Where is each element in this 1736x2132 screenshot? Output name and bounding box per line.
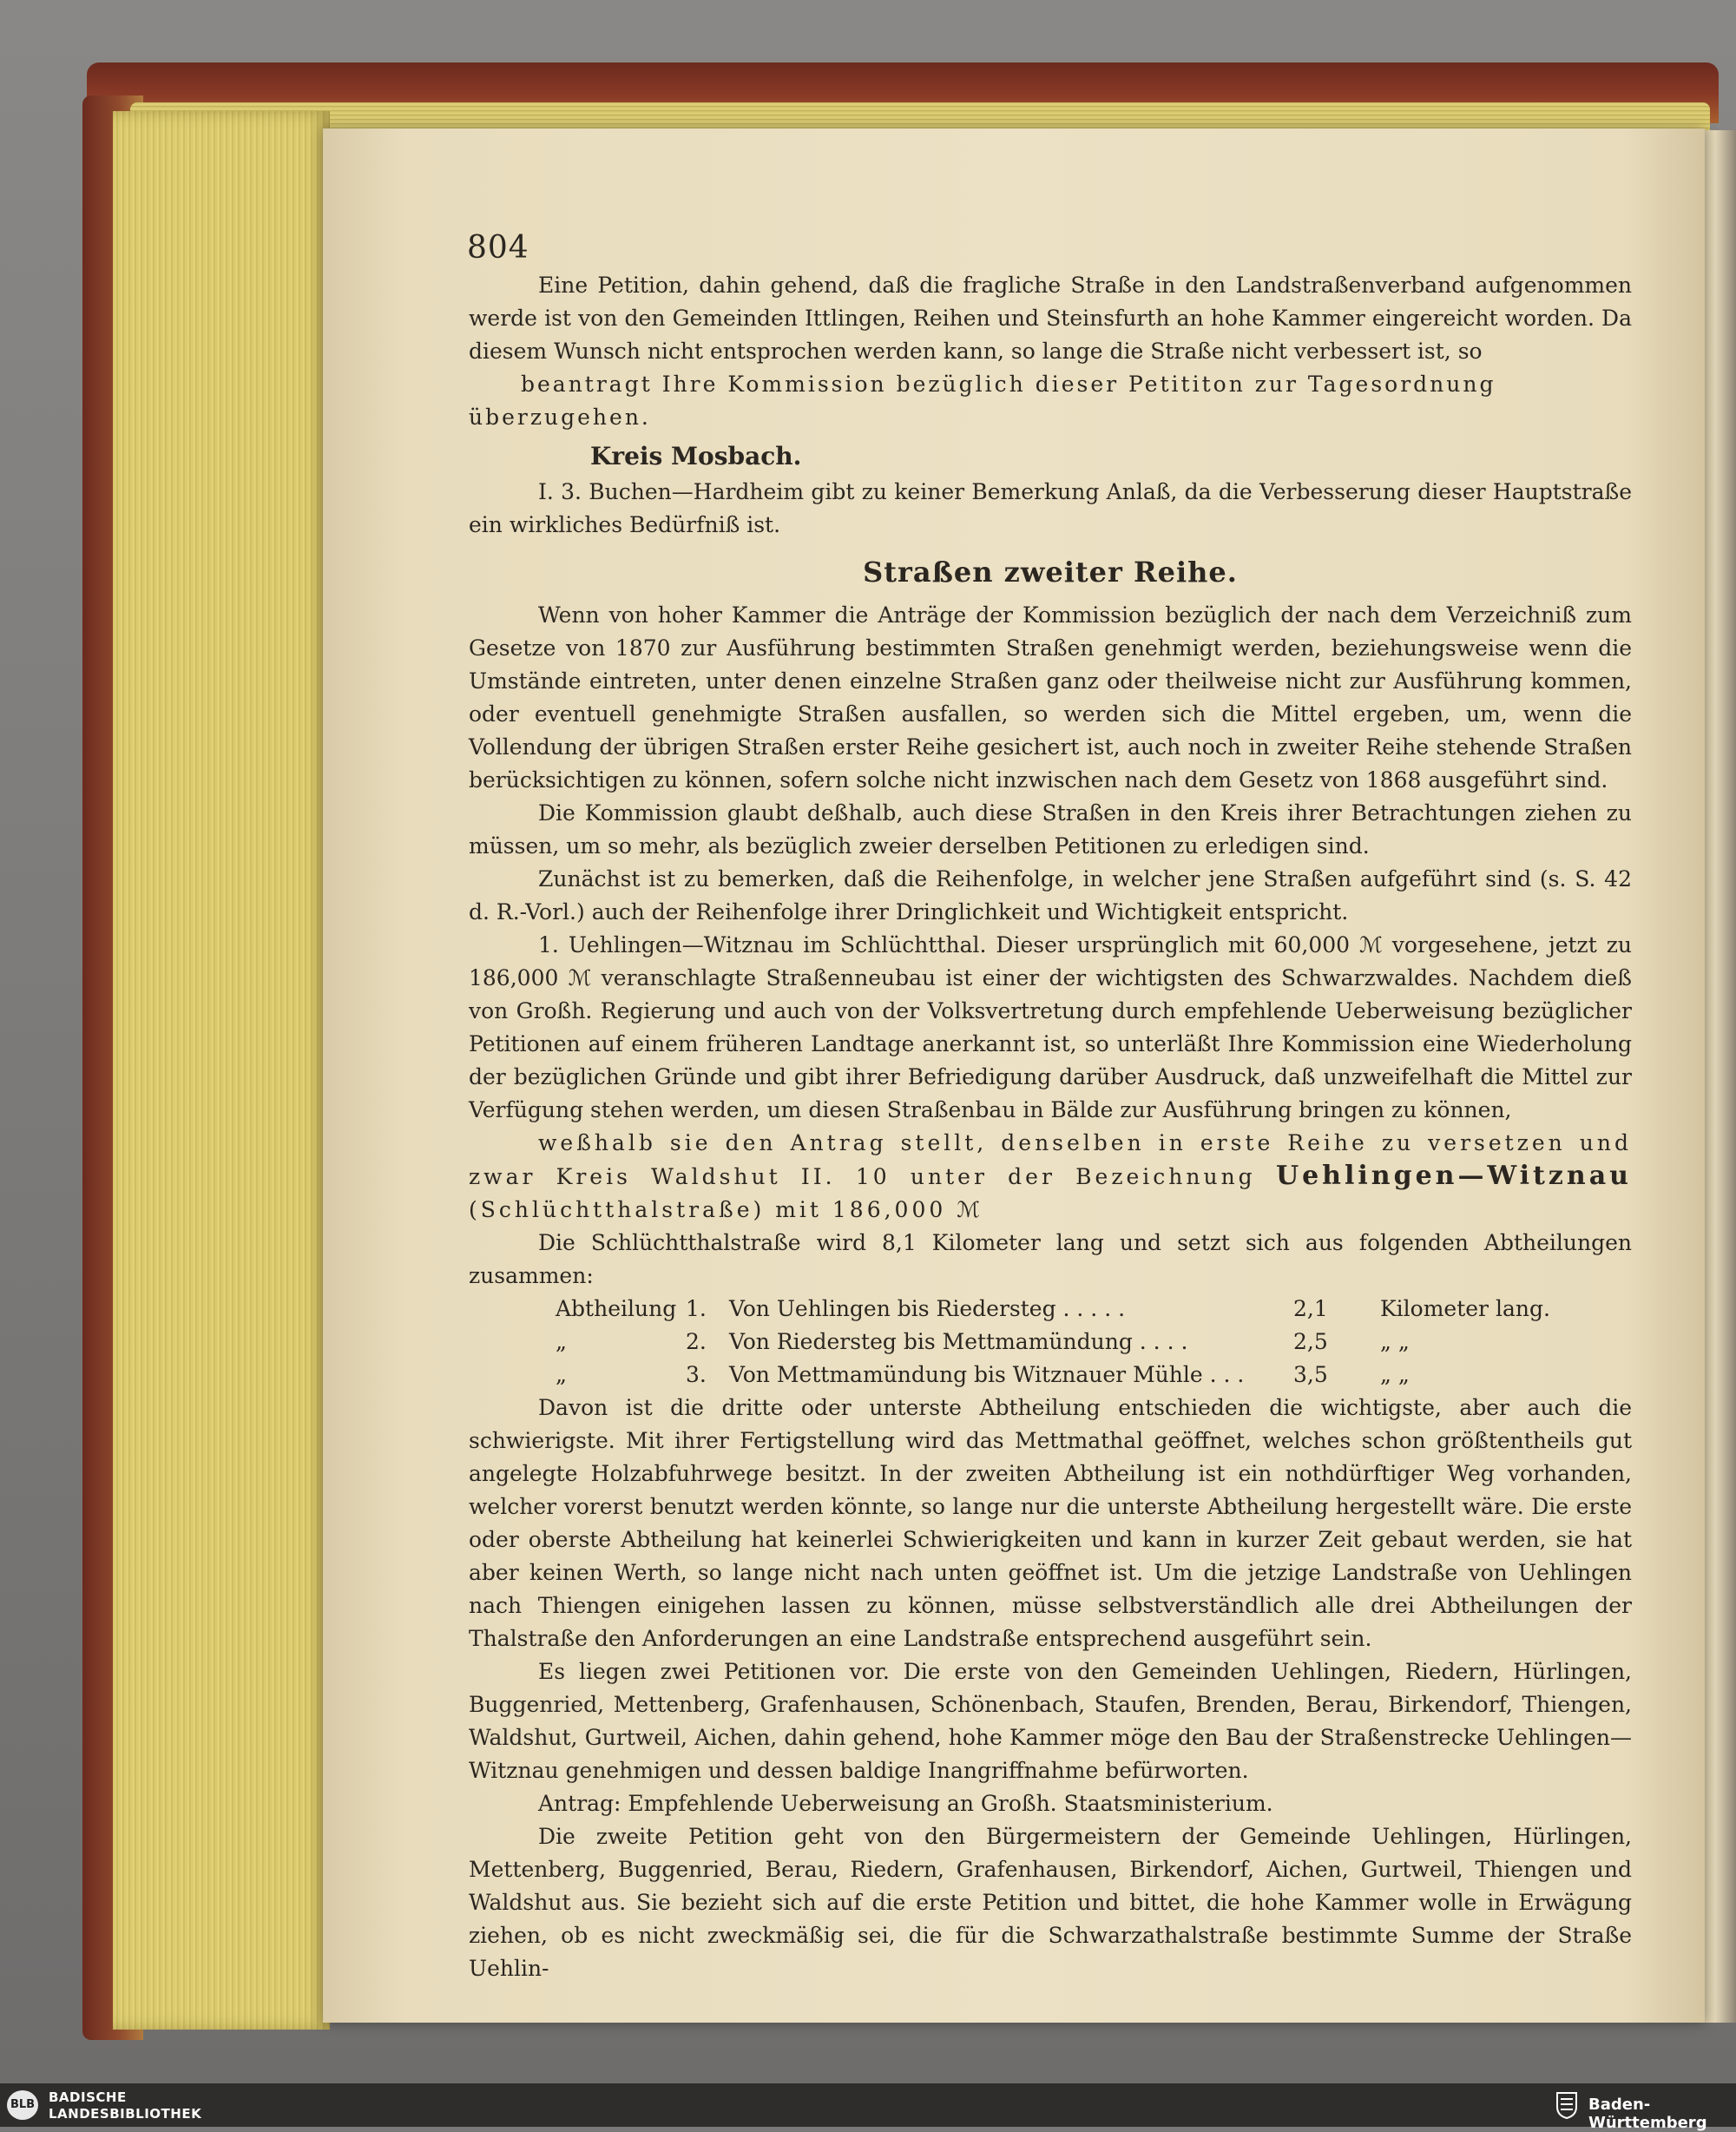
section-unit: „ „ xyxy=(1380,1329,1410,1354)
page-text xyxy=(469,230,1632,1985)
paragraph-wenn-von-hoher-kammer: Wenn von hoher Kammer die Anträge der Kommission bezüglich der nach dem Verzeichniß zum Gesetze von 1870 zur Ausführung bestimmten Straßen genehmigt werden, beziehungsweise wenn die Umstände eintreten, unter denen einzelne Straßen ganz oder theilweise nicht zur Ausführung kommen, oder eventuell genehmigte Straßen ausfallen, so werden sich die Mittel ergeben, um, wenn die Vollendung der übrigen Straßen erster Reihe gesichert ist, auch noch in zweiter Reihe stehende Straßen berücksichtigen zu können, sofern solche nicht inzwischen nach dem Gesetz von 1868 ausgeführt sind. xyxy=(469,602,1632,793)
list-item xyxy=(469,1359,1632,1392)
list-item xyxy=(469,1293,1632,1326)
page-number: 804 xyxy=(467,230,529,266)
section-label: „ xyxy=(556,1362,567,1387)
paragraph-uehlingen-witznau: 1. Uehlingen—Witznau im Schlüchtthal. Dieser ursprünglich mit 60,000 ℳ vorgesehene, jetzt zu 186,000 ℳ veranschlagte Straßenneubau ist einer der wichtigsten des Schwarzwaldes. Nachdem dieß von Großh. Regierung und auch von der Volksvertretung durch empfehlende Ueberweisung bezüglicher Petitionen auf einem früheren Landtage anerkannt ist, so unterläßt Ihre Kommission eine Wiederholung der bezüglichen Gründe und gibt ihrer Befriedigung darüber Ausdruck, daß unzweifelhaft die Mittel zur Verfügung stehen werden, um diesen Straßenbau in Bälde zur Ausführung bringen zu können, xyxy=(469,932,1632,1122)
motion-text-pre: weßhalb sie den Antrag stellt, denselben in erste Reihe zu versetzen und zwar Kreis Waldshut II. 10 unter der Bezeichnung xyxy=(469,1130,1632,1189)
section-length: 2,1 xyxy=(1293,1296,1328,1321)
motion-text-post: (Schlüchtthalstraße) mit 186,000 ℳ xyxy=(469,1197,983,1222)
library-name-line1: BADISCHE xyxy=(49,2089,127,2105)
paragraph-petition-ittlingen: Eine Petition, dahin gehend, daß die fragliche Straße in den Landstraßenverband aufgenommen werde ist von den Gemeinden Ittlingen, Reihen und Steinsfurth an hohe Kammer eingereicht worden. Da diesem Wunsch nicht entsprochen werden kann, so lange die Straße nicht verbessert ist, so xyxy=(469,273,1632,364)
paragraph-zweite-petition: Die zweite Petition geht von den Bürgermeistern der Gemeinde Uehlingen, Hürlingen, Mettenberg, Buggenried, Berau, Riedern, Grafenhausen, Birkendorf, Aichen, Gurtweil, Thiengen und Waldshut aus. Sie bezieht sich auf die erste Petition und bittet, die hohe Kammer wolle in Erwägung ziehen, ob es nicht zweckmäßig sei, die für die Schwarzathalstraße bestimmte Summe der Straße Uehlin- xyxy=(469,1824,1632,1981)
section-route: Von Uehlingen bis Riedersteg . . . . . xyxy=(729,1296,1126,1321)
sections-list xyxy=(469,1293,1632,1392)
section-unit: Kilometer lang. xyxy=(1380,1296,1550,1321)
motion-erste-reihe xyxy=(469,1127,1632,1227)
paragraph-zwei-petitionen: Es liegen zwei Petitionen vor. Die erste von den Gemeinden Uehlingen, Riedern, Hürlingen, Buggenried, Mettenberg, Grafenhausen, Schönenbach, Staufen, Brenden, Berau, Birkendorf, Thiengen, Waldshut, Gurtweil, Aichen, dahin gehend, hohe Kammer möge den Bau der Straßenstrecke Uehlingen—Witznau genehmigen und dessen baldige Inangriffnahme befürworten. xyxy=(469,1659,1632,1783)
coat-of-arms-icon xyxy=(1555,2091,1578,2119)
paragraph-schluechtthalstrasse-laenge: Die Schlüchtthalstraße wird 8,1 Kilometer lang und setzt sich aus folgenden Abtheilungen zusammen: xyxy=(469,1230,1632,1288)
library-footer xyxy=(0,2083,1736,2132)
paragraph-davon: Davon ist die dritte oder unterste Abtheilung entschieden die wichtigste, aber auch die schwierigste. Mit ihrer Fertigstellung wird das Mettmathal geöffnet, welches schon größtentheils gut angelegte Holzabfuhrwege besitzt. In der zweiten Abtheilung ist ein nothdürftiger Weg vorhanden, welcher vorerst benutzt werden könnte, so lange nur die unterste Abtheilung hergestellt wäre. Die erste oder oberste Abtheilung hat keinerlei Schwierigkeiten und kann in kurzer Zeit gebaut werden, sie hat aber keinen Werth, so lange nicht nach unten geöffnet ist. Um die jetzige Landstraße von Uehlingen nach Thiengen einigehen lassen zu können, müsse selbstverständlich alle drei Abtheilungen der Thalstraße den Anforderungen an eine Landstraße entsprechend ausgeführt sein. xyxy=(469,1395,1632,1651)
section-number: 1. xyxy=(686,1296,707,1321)
section-route: Von Mettmamündung bis Witznauer Mühle . . . xyxy=(729,1362,1245,1387)
motion-road-name: Uehlingen—Witznau xyxy=(1275,1161,1632,1191)
paragraph-antrag: Antrag: Empfehlende Ueberweisung an Großh. Staatsministerium. xyxy=(538,1791,1273,1816)
section-route: Von Riedersteg bis Mettmamündung . . . . xyxy=(729,1329,1188,1354)
section-length: 2,5 xyxy=(1293,1329,1328,1354)
section-label: „ xyxy=(556,1329,567,1354)
paragraph-buchen-hardheim: I. 3. Buchen—Hardheim gibt zu keiner Bemerkung Anlaß, da die Verbesserung dieser Hauptstraße ein wirkliches Bedürfniß ist. xyxy=(469,479,1632,537)
section-number: 2. xyxy=(686,1329,707,1354)
state-name: Baden-Württemberg xyxy=(1588,2096,1707,2132)
heading-kreis-mosbach: Kreis Mosbach. xyxy=(590,442,802,470)
section-number: 3. xyxy=(686,1362,707,1387)
list-item xyxy=(469,1326,1632,1359)
section-label: Abtheilung xyxy=(556,1296,677,1321)
motion-tagesordnung: beantragt Ihre Kommission bezüglich dieser Petititon zur Tagesordnung überzugehen. xyxy=(469,372,1496,430)
heading-strassen-zweiter-reihe: Straßen zweiter Reihe. xyxy=(863,556,1238,589)
section-unit: „ „ xyxy=(1380,1362,1410,1387)
blb-logo: BLB xyxy=(7,2090,38,2120)
section-length: 3,5 xyxy=(1293,1362,1328,1387)
paragraph-kommission-glaubt: Die Kommission glaubt deßhalb, auch diese Straßen in den Kreis ihrer Betrachtungen ziehen zu müssen, um so mehr, als bezüglich zweier derselben Petitionen zu erledigen sind. xyxy=(469,800,1632,859)
library-name-line2: LANDESBIBLIOTHEK xyxy=(49,2106,202,2122)
page-block-side-edge xyxy=(113,111,330,2030)
paragraph-zunaechst: Zunächst ist zu bemerken, daß die Reihenfolge, in welcher jene Straßen aufgeführt sind (s. S. 42 d. R.-Vorl.) auch der Reihenfolge ihrer Dringlichkeit und Wichtigkeit entspricht. xyxy=(469,866,1632,925)
